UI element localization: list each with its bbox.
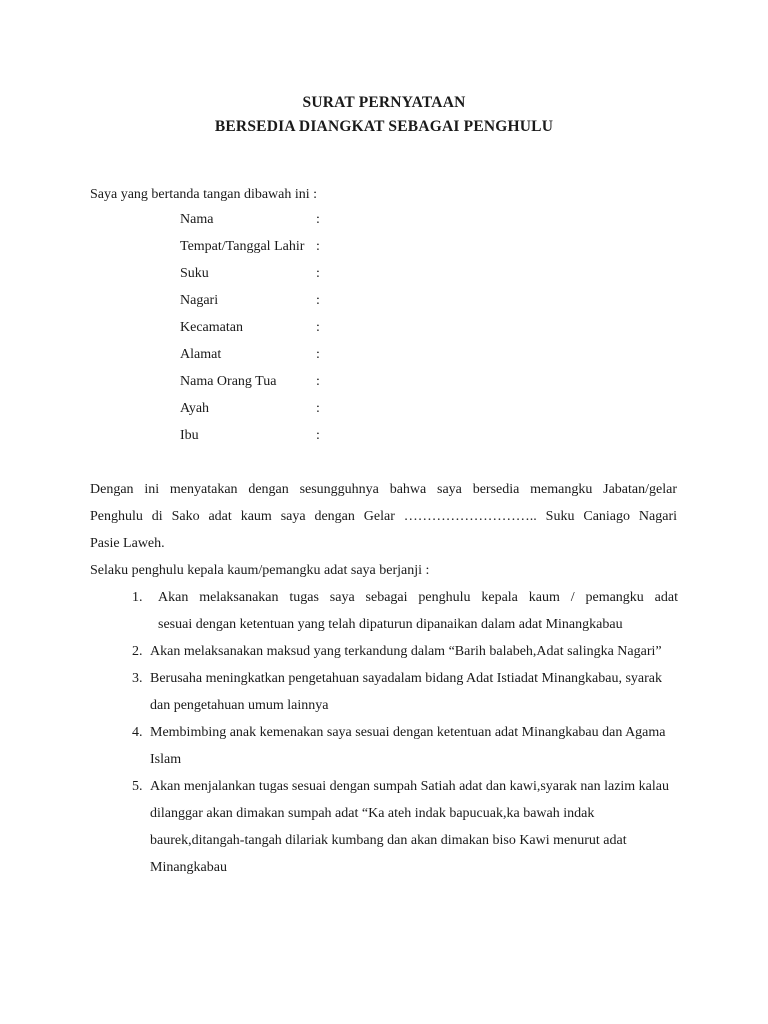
field-ayah <box>180 397 380 424</box>
field-label: Nagari <box>180 293 219 308</box>
field-label: Nama <box>180 212 214 227</box>
list-item-number: 3. <box>132 671 143 686</box>
list-item-line: Akan melaksanakan tugas saya sebagai penghulu kepala kaum / pemangku adat <box>158 590 678 605</box>
field-label: Nama Orang Tua <box>180 374 277 389</box>
list-item-text: Berusaha meningkatkan pengetahuan sayadalam bidang Adat Istiadat Minangkabau, syarak dan pengetahuan umum lainnya <box>150 671 662 713</box>
field-colon: : <box>316 266 320 281</box>
field-nagari <box>180 289 380 316</box>
identity-fields <box>180 208 380 451</box>
field-ibu <box>180 424 380 451</box>
list-item-number: 2. <box>132 644 143 659</box>
field-tempat-tanggal-lahir <box>180 235 380 262</box>
list-item <box>132 665 678 719</box>
field-colon: : <box>316 374 320 389</box>
list-item <box>132 584 678 638</box>
field-nama <box>180 208 380 235</box>
list-item-number: 5. <box>132 779 143 794</box>
statement-line: Dengan ini menyatakan dengan sesungguhnya bahwa saya bersedia memangku Jabatan/gelar <box>90 482 677 497</box>
field-kecamatan <box>180 316 380 343</box>
field-colon: : <box>316 428 320 443</box>
document-subtitle: BERSEDIA DIANGKAT SEBAGAI PENGHULU <box>214 118 554 135</box>
list-item-text: Membimbing anak kemenakan saya sesuai dengan ketentuan adat Minangkabau dan Agama Islam <box>150 725 666 767</box>
intro-text: Saya yang bertanda tangan dibawah ini : <box>90 187 318 202</box>
pledge-list <box>132 584 678 881</box>
field-colon: : <box>316 401 320 416</box>
statement-line: Pasie Laweh. <box>90 536 165 551</box>
document-title: SURAT PERNYATAAN <box>302 94 466 111</box>
field-label: Kecamatan <box>180 320 243 335</box>
field-alamat <box>180 343 380 370</box>
field-label: Tempat/Tanggal Lahir <box>180 239 305 254</box>
field-colon: : <box>316 212 320 227</box>
list-item-text: Akan melaksanakan maksud yang terkandung dalam “Barih balabeh,Adat salingka Nagari” <box>150 644 662 659</box>
list-item <box>132 638 678 665</box>
field-colon: : <box>316 293 320 308</box>
pledge-intro: Selaku penghulu kepala kaum/pemangku adat saya berjanji : <box>90 563 430 578</box>
list-item <box>132 719 678 773</box>
list-item <box>132 773 678 881</box>
field-label: Suku <box>180 266 209 281</box>
statement-line: Penghulu di Sako adat kaum saya dengan Gelar ……………………….. Suku Caniago Nagari <box>90 509 677 524</box>
field-colon: : <box>316 320 320 335</box>
field-suku <box>180 262 380 289</box>
list-item-text <box>150 584 678 638</box>
field-colon: : <box>316 347 320 362</box>
field-nama-orang-tua <box>180 370 380 397</box>
list-item-number: 4. <box>132 725 143 740</box>
field-label: Alamat <box>180 347 222 362</box>
list-item-number: 1. <box>132 590 143 605</box>
field-label: Ayah <box>180 401 210 416</box>
list-item-text: Akan menjalankan tugas sesuai dengan sumpah Satiah adat dan kawi,syarak nan lazim kalau dilanggar akan dimakan sumpah adat “Ka ateh indak bapucuak,ka bawah indak baurek,ditangah-tangah dilariak kumbang dan akan dimakan biso Kawi menurut adat Minangkabau <box>150 779 669 875</box>
field-colon: : <box>316 239 320 254</box>
field-label: Ibu <box>180 428 199 443</box>
statement-paragraph <box>90 476 677 557</box>
list-item-line: sesuai dengan ketentuan yang telah dipaturun dipanaikan dalam adat Minangkabau <box>158 617 623 632</box>
